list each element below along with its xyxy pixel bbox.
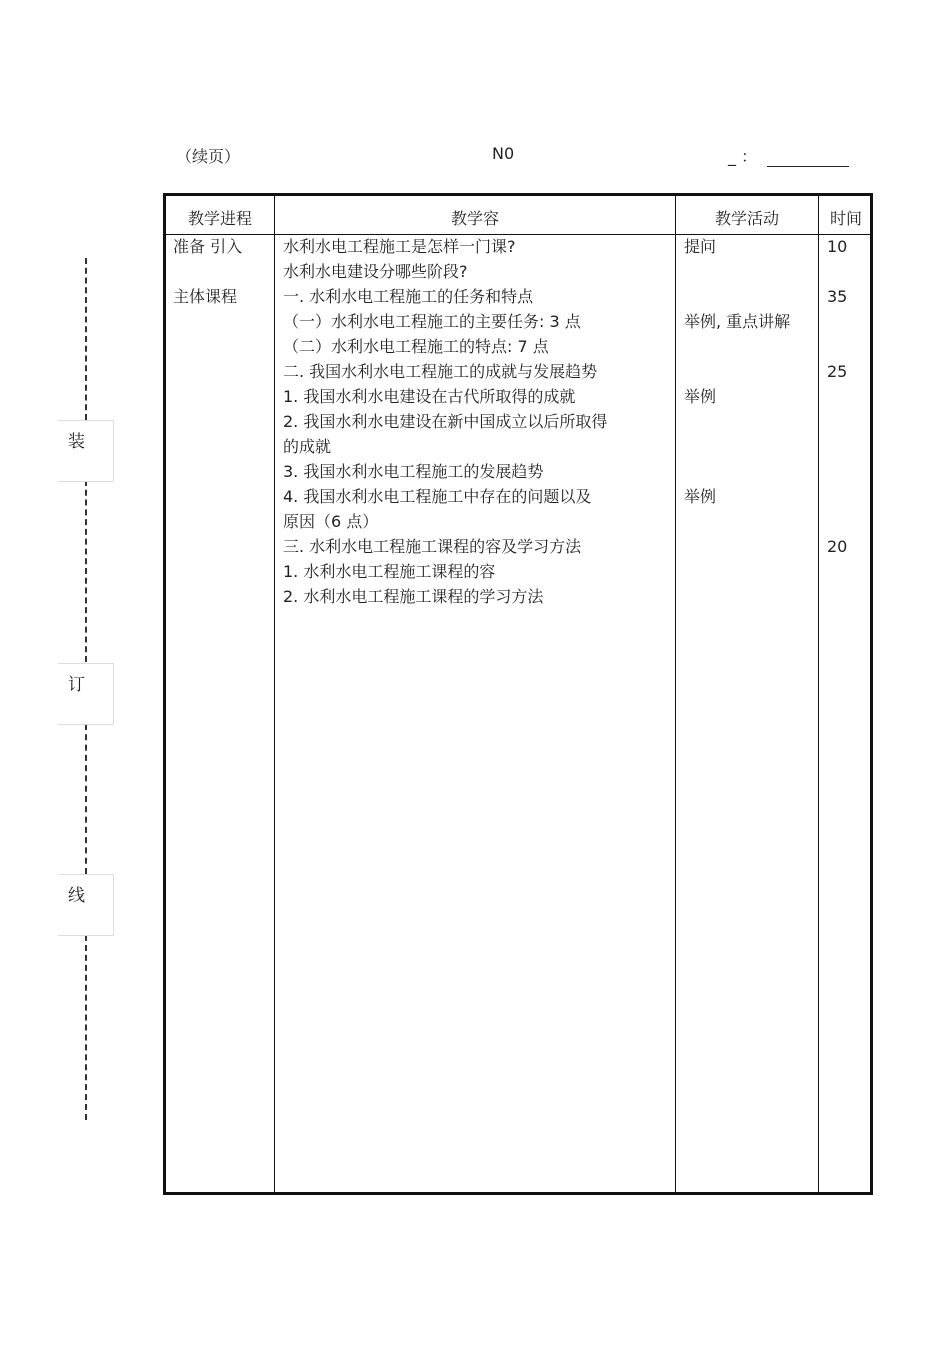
header-time: 时间	[829, 209, 862, 228]
binding-box-ding	[58, 663, 114, 725]
time-value: 20	[827, 537, 848, 556]
binding-box-zhuang	[58, 420, 114, 482]
continued-label: （续页）	[176, 147, 241, 166]
activity-item: 举例, 重点讲解	[684, 312, 791, 331]
binding-char-xian: 线	[68, 886, 85, 906]
activity-item: 举例	[684, 387, 717, 406]
content-line: 原因（6 点）	[283, 512, 379, 531]
content-line: 1. 水利水电工程施工课程的容	[283, 562, 496, 581]
binding-char-ding: 订	[68, 675, 85, 695]
column-divider	[675, 196, 676, 1192]
content-line: 3. 我国水利水电工程施工的发展趋势	[283, 462, 544, 481]
process-main: 主体课程	[173, 287, 238, 306]
content-line: 二. 我国水利水电工程施工的成就与发展趋势	[283, 362, 598, 381]
binding-char-zhuang: 装	[68, 432, 85, 452]
content-line: （一）水利水电工程施工的主要任务: 3 点	[283, 312, 581, 331]
header-field-label: _ ：	[728, 147, 758, 166]
header-process: 教学进程	[187, 209, 252, 228]
content-line: 水利水电建设分哪些阶段?	[283, 262, 468, 281]
time-value: 10	[827, 237, 848, 256]
lesson-table	[163, 193, 873, 1195]
content-line: 2. 水利水电工程施工课程的学习方法	[283, 587, 544, 606]
header-field-blank	[767, 150, 849, 167]
column-divider	[274, 196, 275, 1192]
binding-dash-2	[85, 480, 87, 662]
activity-item: 举例	[684, 487, 717, 506]
content-line: 一. 水利水电工程施工的任务和特点	[283, 287, 534, 306]
binding-box-xian	[58, 874, 114, 936]
header-content: 教学容	[450, 209, 499, 228]
process-intro: 准备 引入	[173, 237, 243, 256]
content-line: 2. 我国水利水电建设在新中国成立以后所取得	[283, 412, 608, 431]
activity-item: 提问	[684, 237, 717, 256]
content-line: 的成就	[283, 437, 332, 456]
header-divider	[166, 234, 870, 235]
binding-dash-3	[85, 724, 87, 874]
content-line: （二）水利水电工程施工的特点: 7 点	[283, 337, 549, 356]
time-value: 25	[827, 362, 848, 381]
content-line: 4. 我国水利水电工程施工中存在的问题以及	[283, 487, 592, 506]
binding-dash-1	[85, 258, 87, 420]
page-number: N0	[492, 144, 515, 163]
content-line: 水利水电工程施工是怎样一门课?	[283, 237, 516, 256]
content-line: 1. 我国水利水电建设在古代所取得的成就	[283, 387, 576, 406]
column-divider	[818, 196, 819, 1192]
header-field	[728, 144, 849, 167]
binding-dash-4	[85, 935, 87, 1120]
content-line: 三. 水利水电工程施工课程的容及学习方法	[283, 537, 582, 556]
time-value: 35	[827, 287, 848, 306]
header-activity: 教学活动	[714, 209, 779, 228]
